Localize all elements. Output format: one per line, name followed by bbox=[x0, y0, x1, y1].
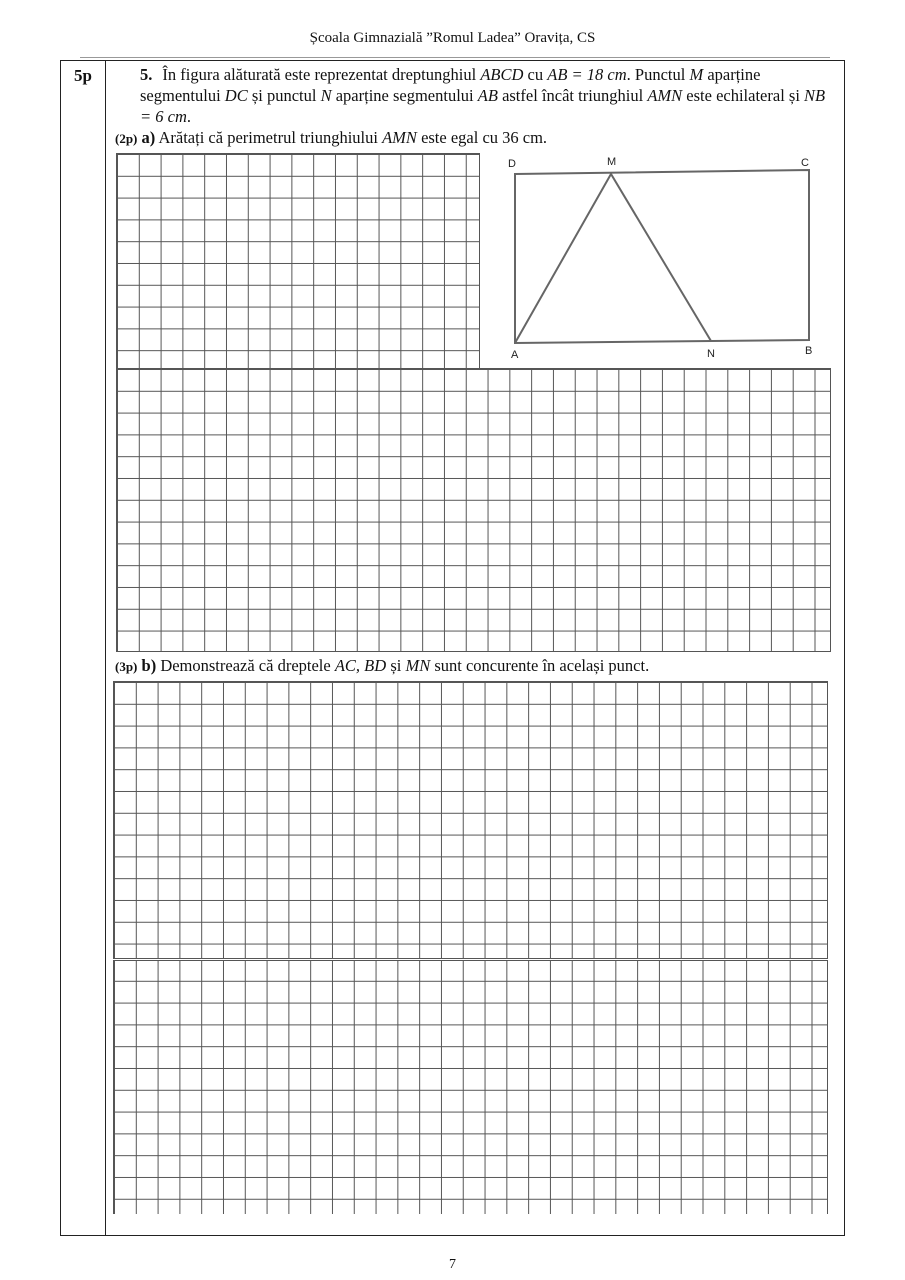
question-a-label: a) bbox=[141, 128, 156, 147]
problem-text: . Punctul bbox=[626, 65, 690, 84]
question-b-text: și bbox=[386, 656, 406, 675]
segment-ab: AB bbox=[477, 86, 498, 105]
problem-text: aparține segmentului bbox=[331, 86, 478, 105]
label-d: D bbox=[508, 158, 516, 170]
label-a: A bbox=[511, 349, 519, 361]
problem-text: astfel încât triunghiul bbox=[497, 86, 648, 105]
question-b-text: sunt concurente în același punct. bbox=[430, 656, 650, 675]
grid-double-rule bbox=[113, 958, 828, 961]
label-n: N bbox=[707, 348, 715, 360]
answer-grid-b-continued[interactable] bbox=[113, 958, 828, 1214]
point-m: M bbox=[689, 65, 704, 84]
ab-length: AB = 18 cm bbox=[547, 65, 627, 84]
problem-text: și punctul bbox=[247, 86, 321, 105]
problem-text: În figura alăturată este reprezentat dreptunghiul bbox=[162, 65, 481, 84]
problem-statement bbox=[140, 64, 840, 127]
problem-text: . bbox=[186, 107, 191, 126]
page-header: Școala Gimnazială ”Romul Ladea” Oravița, CS bbox=[309, 30, 596, 46]
problem-text: cu bbox=[523, 65, 548, 84]
label-m: M bbox=[607, 156, 617, 168]
problem-number: 5. bbox=[140, 65, 153, 84]
question-b bbox=[115, 656, 649, 676]
page-number: 7 bbox=[449, 1257, 456, 1272]
triangle-amn: AMN bbox=[647, 86, 683, 105]
label-c: C bbox=[801, 157, 809, 169]
problem-text: este echilateral și bbox=[682, 86, 805, 105]
question-a-text: Arătați că perimetrul triunghiului bbox=[158, 128, 383, 147]
triangle-amn-sides bbox=[515, 174, 711, 343]
question-a bbox=[115, 128, 547, 148]
lines-ac-bd: AC, BD bbox=[334, 656, 387, 675]
rectangle-name: ABCD bbox=[480, 65, 524, 84]
label-b: B bbox=[805, 345, 813, 357]
question-a-text: este egal cu 36 cm. bbox=[416, 128, 548, 147]
answer-grid-a[interactable] bbox=[116, 368, 831, 652]
rectangle-abcd bbox=[515, 170, 809, 343]
segment-dc: DC bbox=[224, 86, 248, 105]
question-b-text: Demonstrează că dreptele bbox=[160, 656, 335, 675]
question-b-label: b) bbox=[141, 656, 157, 675]
column-separator bbox=[105, 60, 106, 1236]
question-b-points: (3p) bbox=[115, 659, 138, 674]
rectangle-figure bbox=[483, 150, 833, 368]
answer-grid-a-top[interactable] bbox=[116, 153, 480, 369]
nb-length: NB = 6 cm bbox=[140, 86, 826, 126]
question-a-points: (2p) bbox=[115, 131, 138, 146]
exercise-points: 5p bbox=[74, 66, 92, 85]
point-n: N bbox=[320, 86, 332, 105]
line-mn: MN bbox=[405, 656, 431, 675]
problem-text: aparține segmentului bbox=[140, 65, 761, 105]
triangle-amn: AMN bbox=[382, 128, 417, 147]
header-rule bbox=[80, 57, 830, 58]
answer-grid-b[interactable] bbox=[113, 681, 828, 960]
